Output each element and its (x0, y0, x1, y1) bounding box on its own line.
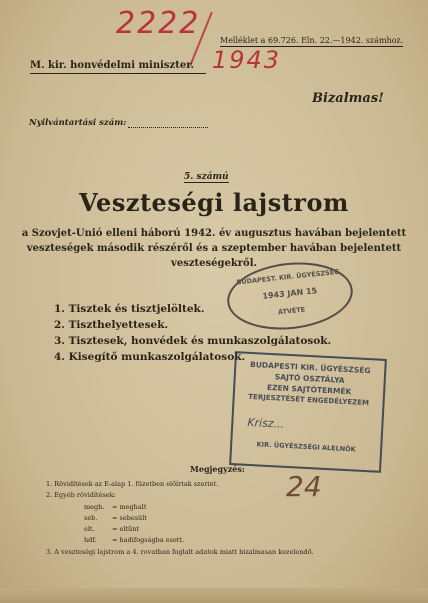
approval-stamp-line: BUDAPESTI KIR. ÜGYÉSZSÉG (249, 359, 371, 376)
abbreviation-meaning: = meghalt (112, 503, 147, 511)
approval-signature: Krisz... (247, 415, 285, 431)
abbreviation-term: seb. (84, 514, 98, 522)
note-item: 3. A veszteségi lajstrom a 4. rovatban foglalt adatok miatt bizalmasan kezelendő. (46, 548, 314, 556)
approval-stamp-line: SAJTÓ OSZTÁLYA (274, 372, 345, 385)
approval-stamp-line: TERJESZTÉSÉT ENGEDÉLYEZEM (248, 392, 370, 408)
receipt-stamp-bottom: ÁTVÉTE (277, 305, 306, 317)
abbreviation-meaning: = hadifogságba esett. (112, 536, 185, 544)
ministry-title: M. kir. honvédelmi miniszter. (30, 60, 206, 74)
abbreviation-term: elt. (84, 525, 95, 533)
abbreviation-term: hdf. (84, 536, 97, 544)
handwritten-pencil-note: 24 (286, 470, 322, 503)
contents-item: 2. Tiszthelyettesek. (54, 319, 169, 331)
registry-label: Nyilvántartási szám: (29, 118, 127, 128)
registry-number-line (128, 127, 208, 128)
classification-mark: Bizalmas! (312, 91, 384, 106)
document-number: 5. számú (184, 172, 229, 182)
approval-stamp (229, 351, 387, 473)
receipt-stamp-top: BUDAPEST. KIR. ÜGYÉSZSÉG (236, 267, 340, 287)
handwritten-red-number: 2222 (116, 6, 201, 41)
abbreviation-meaning: = eltűnt (112, 525, 140, 533)
torn-edge (0, 588, 428, 603)
receipt-stamp-date: 1943 JAN 15 (261, 286, 318, 301)
abbreviation-term: megh. (84, 503, 105, 511)
approval-stamp-footer: KIR. ÜGYÉSZSÉGI ALELNÖK (256, 440, 356, 454)
approval-stamp-line: EZEN SAJTÓTERMÉK (266, 382, 352, 397)
contents-item: 4. Kisegítő munkaszolgálatosok. (54, 351, 246, 363)
contents-item: 3. Tisztesek, honvédek és munkaszolgálatosok. (54, 335, 332, 347)
note-item: 2. Egyéb rövidítések: (46, 491, 116, 499)
melleklet-reference: Melléklet a 69.726. Eln. 22.—1942. számhoz. (220, 36, 404, 45)
handwritten-red-year: 1943 (212, 46, 282, 74)
notes-title: Megjegyzés: (190, 464, 245, 474)
contents-item: 1. Tisztek és tisztjelöltek. (54, 303, 205, 315)
document-title: Veszteségi lajstrom (79, 188, 349, 217)
abbreviation-meaning: = sebesült (112, 514, 147, 522)
note-item: 1. Rövidítések az E-alap 1. füzetben előírtak szerint. (46, 480, 219, 488)
document-subtitle: a Szovjet-Unió elleni háború 1942. év augusztus havában bejelentett veszteségek második részéről és a szeptember havában bejelentett veszteségekről. (21, 228, 407, 269)
